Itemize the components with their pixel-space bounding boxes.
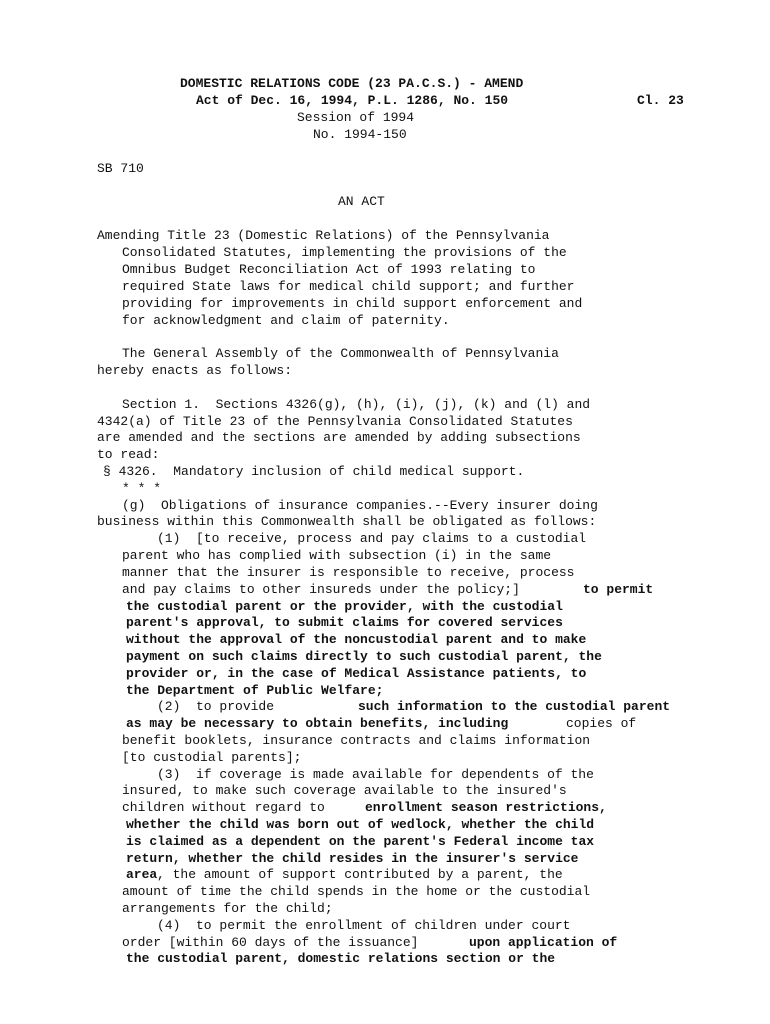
item1-bold-line: the Department of Public Welfare;: [126, 683, 384, 698]
item3-lead: children without regard to: [122, 800, 325, 815]
item3-bold-line: is claimed as a dependent on the parent's Federal income tax: [126, 834, 595, 849]
section-heading: § 4326. Mandatory inclusion of child medical support.: [103, 464, 525, 479]
item4-bold-tail: upon application of: [469, 935, 618, 950]
item3-line: arrangements for the child;: [122, 901, 333, 916]
section-line: to read:: [97, 447, 160, 462]
document-title: DOMESTIC RELATIONS CODE (23 PA.C.S.) - AMEND: [180, 76, 524, 91]
item1-bold-line: parent's approval, to submit claims for covered services: [126, 615, 563, 630]
section-line: are amended and the sections are amended by adding subsections: [97, 430, 581, 445]
item1-line: parent who has complied with subsection (i) in the same: [122, 548, 552, 563]
title-line: Consolidated Statutes, implementing the provisions of the: [122, 245, 567, 260]
act-citation: Act of Dec. 16, 1994, P.L. 1286, No. 150: [196, 93, 509, 108]
act-heading: AN ACT: [338, 194, 385, 209]
title-line: providing for improvements in child support enforcement and: [122, 296, 583, 311]
title-line: for acknowledgment and claim of paternity.: [122, 313, 450, 328]
item3-bold-tail: enrollment season restrictions,: [365, 800, 607, 815]
item1-bold-line: without the approval of the noncustodial parent and to make: [126, 632, 587, 647]
title-line: Amending Title 23 (Domestic Relations) of the Pennsylvania: [97, 228, 550, 243]
item3-line: amount of time the child spends in the home or the custodial: [122, 884, 591, 899]
title-line: Omnibus Budget Reconciliation Act of 1993 relating to: [122, 262, 536, 277]
item1-line: (1) [to receive, process and pay claims to a custodial: [157, 531, 587, 546]
subsection-g-line: (g) Obligations of insurance companies.--Every insurer doing: [122, 498, 598, 513]
item2-bold: as may be necessary to obtain benefits, including: [126, 716, 509, 731]
subsection-g-line: business within this Commonwealth shall be obligated as follows:: [97, 514, 597, 529]
bill-number: SB 710: [97, 161, 144, 176]
item1-bold-line: provider or, in the case of Medical Assistance patients, to: [126, 666, 587, 681]
session-label: Session of 1994: [297, 110, 415, 125]
item3-after-bold: , the amount of support contributed by a parent, the: [157, 867, 563, 882]
item1-bold-line: payment on such claims directly to such custodial parent, the: [126, 649, 602, 664]
item4-bold-line: the custodial parent, domestic relations section or the: [126, 951, 556, 966]
class-label: Cl. 23: [637, 93, 684, 108]
item2-lead: (2) to provide: [157, 699, 275, 714]
item3-bold-line: return, whether the child resides in the insurer's service: [126, 851, 579, 866]
enacting-line: The General Assembly of the Commonwealth of Pennsylvania: [122, 346, 559, 361]
item2-line: benefit booklets, insurance contracts and claims information: [122, 733, 591, 748]
title-line: required State laws for medical child support; and further: [122, 279, 575, 294]
item3-line: insured, to make such coverage available to the insured's: [122, 783, 567, 798]
item2-tail: copies of: [566, 716, 637, 731]
item2-bold: such information to the custodial parent: [358, 699, 671, 714]
item1-bold-tail: to permit: [583, 582, 654, 597]
item1-bold-line: the custodial parent or the provider, with the custodial: [126, 599, 563, 614]
item1-line: manner that the insurer is responsible to receive, process: [122, 565, 575, 580]
ellipsis-stars: * * *: [122, 481, 162, 496]
act-number: No. 1994-150: [313, 127, 407, 142]
enacting-line: hereby enacts as follows:: [97, 363, 293, 378]
item4-lead: order [within 60 days of the issuance]: [122, 935, 419, 950]
item4-line: (4) to permit the enrollment of children under court: [157, 918, 571, 933]
item1-line: and pay claims to other insureds under the policy;]: [122, 582, 520, 597]
item3-line: (3) if coverage is made available for dependents of the: [157, 767, 594, 782]
item3-bold-word: area: [126, 867, 158, 882]
item2-line: [to custodial parents];: [122, 750, 302, 765]
item3-bold-line: whether the child was born out of wedlock, whether the child: [126, 817, 595, 832]
section-line: 4342(a) of Title 23 of the Pennsylvania Consolidated Statutes: [97, 414, 573, 429]
section-line: Section 1. Sections 4326(g), (h), (i), (j), (k) and (l) and: [122, 397, 591, 412]
